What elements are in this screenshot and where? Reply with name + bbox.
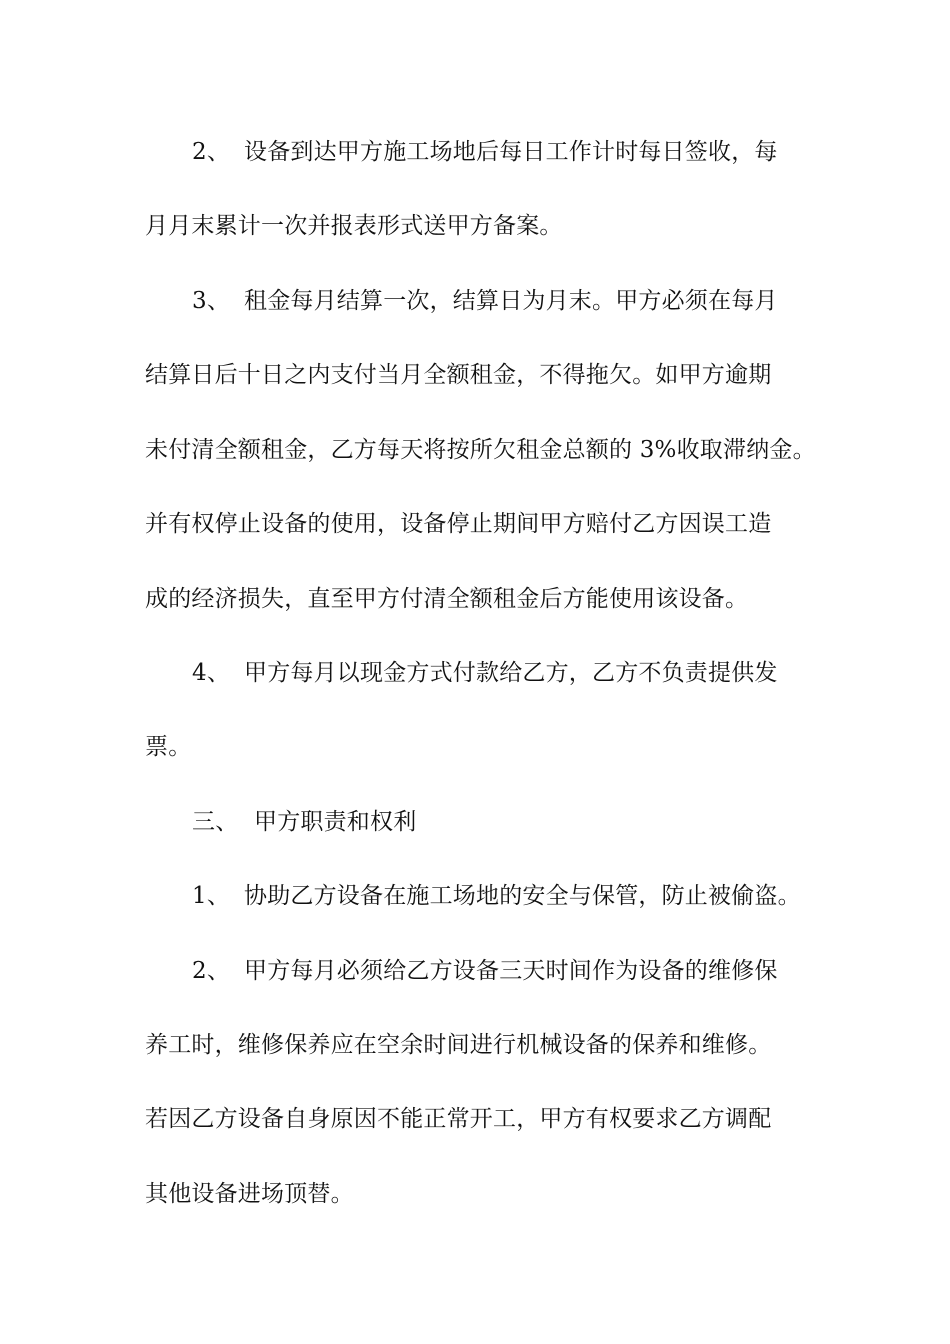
clause-text: 其他设备进场顶替。 xyxy=(145,1181,354,1207)
clause-text: 租金每月结算一次，结算日为月末。甲方必须在每月 xyxy=(244,288,778,314)
clause-3-line-2 xyxy=(145,358,825,392)
clause-3-line-4 xyxy=(145,507,825,541)
clause-text: 协助乙方设备在施工场地的安全与保管，防止被偷盗。 xyxy=(244,883,801,909)
clause-2-line-2 xyxy=(145,209,825,243)
clause-number: 4、 xyxy=(192,660,231,686)
clause-text: 月月末累计一次并报表形式送甲方备案。 xyxy=(145,213,563,239)
clause-3-line-5 xyxy=(145,582,825,616)
section-title: 甲方职责和权利 xyxy=(254,809,417,835)
clause-text: 养工时，维修保养应在空余时间进行机械设备的保养和维修。 xyxy=(145,1032,772,1058)
clause-text: 成的经济损失，直至甲方付清全额租金后方能使用该设备。 xyxy=(145,586,749,612)
duty-2-line-2 xyxy=(145,1028,825,1062)
clause-3-line-1 xyxy=(192,284,872,318)
section-heading-3 xyxy=(192,805,872,839)
clause-3-line-3 xyxy=(145,433,825,467)
duty-2-line-4 xyxy=(145,1177,825,1211)
clause-number: 2、 xyxy=(192,958,231,984)
clause-text: 并有权停止设备的使用，设备停止期间甲方赔付乙方因误工造 xyxy=(145,511,772,537)
section-number: 三、 xyxy=(192,809,239,835)
clause-text: 未付清全额租金，乙方每天将按所欠租金总额的 3%收取滞纳金。 xyxy=(145,437,816,463)
clause-text: 甲方每月以现金方式付款给乙方，乙方不负责提供发 xyxy=(244,660,778,686)
duty-1-line-1 xyxy=(192,879,872,913)
clause-text: 若因乙方设备自身原因不能正常开工，甲方有权要求乙方调配 xyxy=(145,1106,772,1132)
duty-2-line-1 xyxy=(192,954,872,988)
duty-2-line-3 xyxy=(145,1102,825,1136)
clause-number: 3、 xyxy=(192,288,231,314)
clause-4-line-1 xyxy=(192,656,872,690)
clause-text: 结算日后十日之内支付当月全额租金，不得拖欠。如甲方逾期 xyxy=(145,362,772,388)
clause-number: 1、 xyxy=(192,883,231,909)
clause-4-line-2 xyxy=(145,730,825,764)
clause-text: 设备到达甲方施工场地后每日工作计时每日签收，每 xyxy=(244,139,778,165)
clause-number: 2、 xyxy=(192,139,231,165)
clause-text: 票。 xyxy=(145,734,192,760)
clause-2-line-1 xyxy=(192,135,872,169)
clause-text: 甲方每月必须给乙方设备三天时间作为设备的维修保 xyxy=(244,958,778,984)
